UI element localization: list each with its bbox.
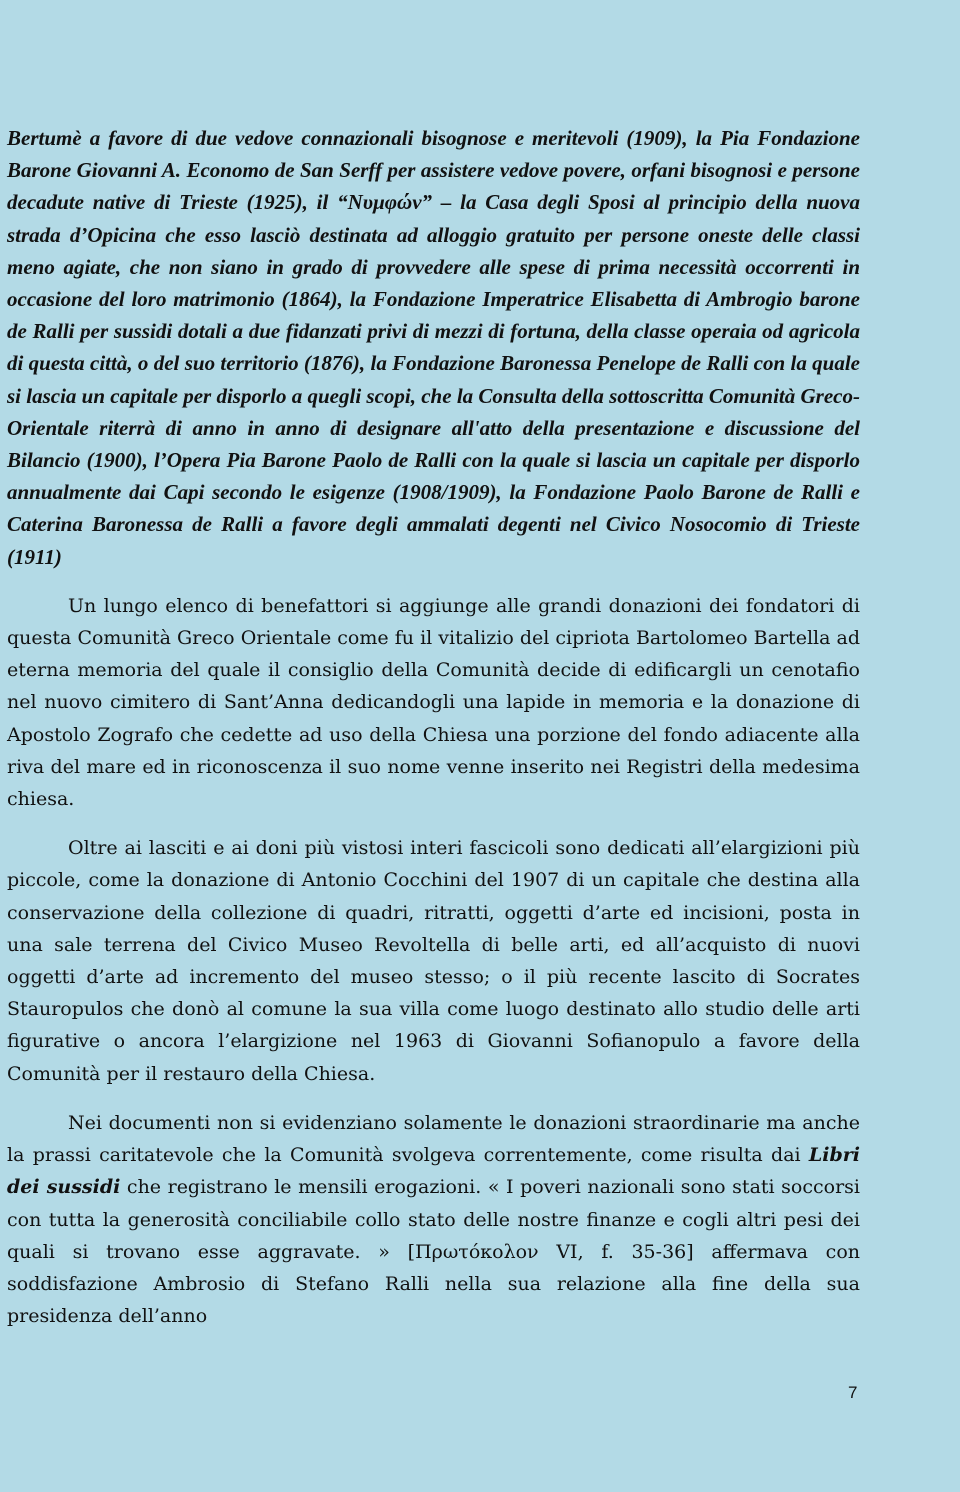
- paragraph-benefactors: Un lungo elenco di benefattori si aggiunge alle grandi donazioni dei fondatori di questa Comunità Greco Orientale come fu il vitalizio del cipriota Bartolomeo Bartella ad eterna memoria del quale il consiglio della Comunità decide di edificargli un cenotafio nel nuovo cimitero di Sant’Anna dedicandogli una lapide in memoria e la donazione di Apostolo Zografo che cedette ad uso della Chiesa una porzione del fondo adiacente alla riva del mare ed in riconoscenza il suo nome venne inserito nei Registri della medesima chiesa.: [7, 594, 860, 811]
- page-number: 7: [848, 1383, 858, 1402]
- paragraph-text-after: che registrano le mensili erogazioni. « I poveri nazionali sono stati soccorsi con tutta la generosità conciliabile collo stato delle nostre finanze e cogli altri pesi dei quali si trovano esse aggravate. » [Πρωτόκολον VI, f. 35-36] affermava con soddisfazione Ambrosio di Stefano Ralli nella sua relazione alla fine della sua presidenza dell’anno: [7, 1176, 860, 1328]
- paragraph-text-before: Nei documenti non si evidenziano solamente le donazioni straordinarie ma anche la prassi caritatevole che la Comunità svolgeva correntemente, come risulta dai: [7, 1111, 860, 1167]
- paragraph-foundations-list: Bertumè a favore di due vedove connazionali bisognose e meritevoli (1909), la Pia Fondazione Barone Giovanni A. Economo de San Serff per assistere vedove povere, orfani bisognosi e persone decadute native di Trieste (1925), il “Νυμφών” – la Casa degli Sposi al principio della nuova strada d’Opicina che esso lasciò destinata ad alloggio gratuito per persone oneste delle classi meno agiate, che non siano in grado di provvedere alle spese di prima necessità occorrenti in occasione del loro matrimonio (1864), la Fondazione Imperatrice Elisabetta di Ambrogio barone de Ralli per sussidi dotali a due fidanzati privi di mezzi di fortuna, della classe operaia od agricola di questa città, o del suo territorio (1876), la Fondazione Baronessa Penelope de Ralli con la quale si lascia un capitale per disporlo a quegli scopi, che la Consulta della sottoscritta Comunità Greco-Orientale riterrà di anno in anno di designare all'atto della presentazione e discussione del Bilancio (1900), l’Opera Pia Barone Paolo de Ralli con la quale si lascia un capitale per disporlo annualmente dai Capi secondo le esigenze (1908/1909), la Fondazione Paolo Barone de Ralli e Caterina Baronessa de Ralli a favore degli ammalati degenti nel Civico Nosocomio di Trieste (1911): [7, 126, 860, 569]
- paragraph-charity-practice: [7, 1107, 860, 1332]
- libri-dei-sussidi-emphasis: Libri dei sussidi: [7, 1144, 860, 1199]
- paragraph-small-donations: Oltre ai lasciti e ai doni più vistosi interi fascicoli sono dedicati all’elargizioni più piccole, come la donazione di Antonio Cocchini del 1907 di un capitale che destina alla conservazione della collezione di quadri, ritratti, oggetti d’arte ed incisioni, posta in una sale terrena del Civico Museo Revoltella di belle arti, ed all’acquisto di nuovi oggetti d’arte ad incremento del museo stesso; o il più recente lascito di Socrates Stauropulos che donò al comune la sua villa come luogo destinato allo studio delle arti figurative o ancora l’elargizione nel 1963 di Giovanni Sofianopulo a favore della Comunità per il restauro della Chiesa.: [7, 837, 860, 1085]
- document-page: [7, 122, 860, 1332]
